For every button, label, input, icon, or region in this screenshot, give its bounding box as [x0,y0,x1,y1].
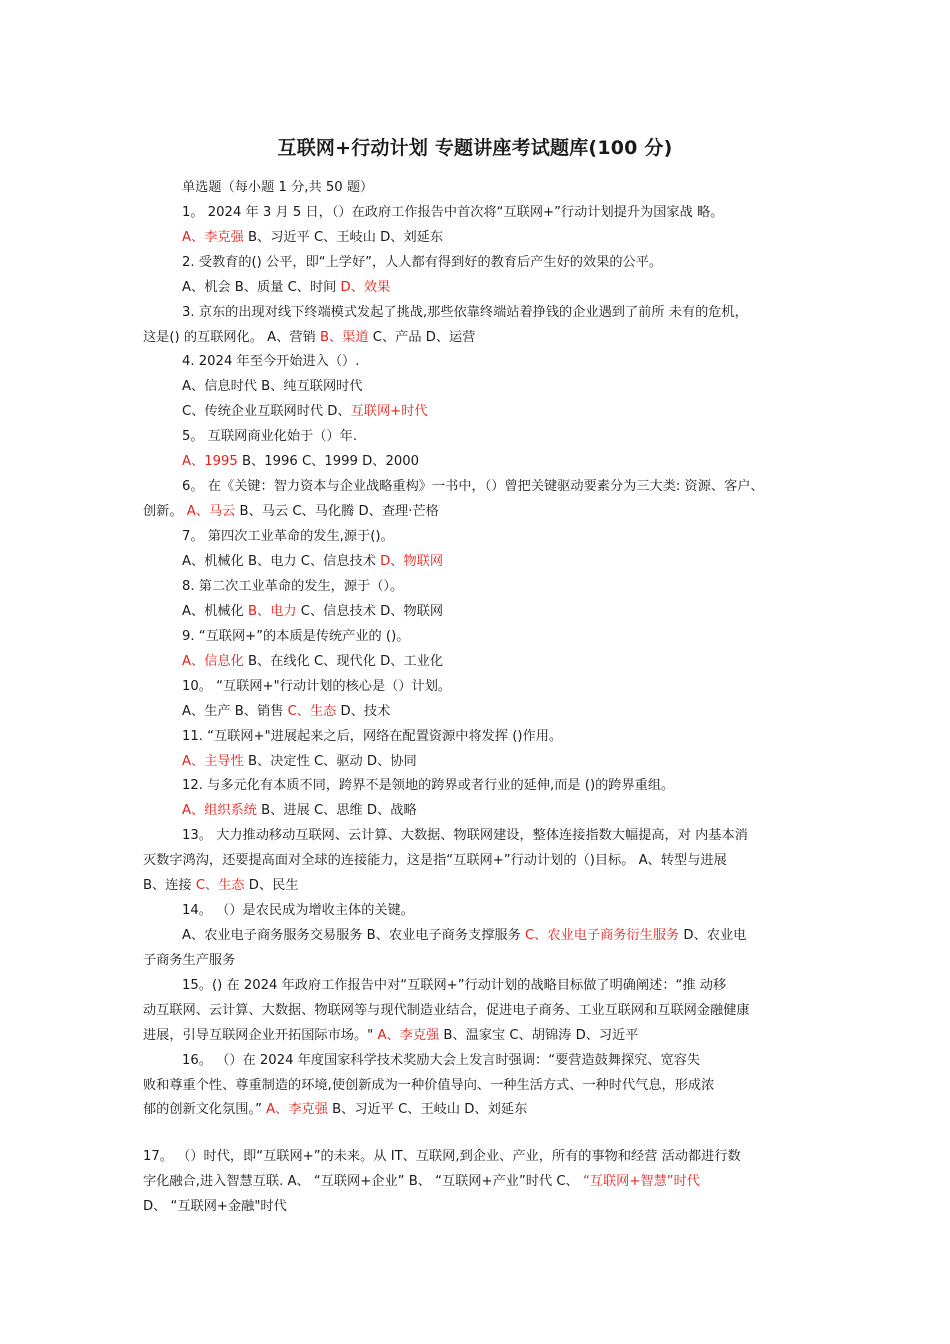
question-16-other-options: B、习近平 C、王岐山 D、刘延东 [327,1102,528,1117]
section-heading: 单选题（每小题 1 分,共 50 题） [182,180,374,195]
question-7-other-options: A、机械化 B、电力 C、信息技术 [182,554,381,569]
question-14-stem: 14。 （）是农民成为增收主体的关键。 [182,903,414,918]
question-12-other-options: B、进展 C、思维 D、战略 [256,803,417,818]
question-16-answer: A、李克强 [266,1102,328,1117]
question-9-stem: 9. “互联网+”的本质是传统产业的 ()。 [182,629,410,644]
question-4-options-2 [182,403,428,421]
question-1-options [182,229,443,247]
question-5-options [182,453,419,471]
question-6-other-options: B、马云 C、马化腾 D、查理·芒格 [235,504,439,519]
document-title: 互联网+行动计划 专题讲座考试题库(100 分) [277,137,673,159]
question-6-stem: 6。 在《关键：智力资本与企业战略重构》一书中，（）曾把关键驱动要素分为三大类: 资源、客户、 [182,479,764,494]
question-5-answer: A、1995 [182,454,238,469]
question-11-answer: A、主导性 [182,754,244,769]
question-5-other-options: B、1996 C、1999 D、2000 [237,454,420,469]
question-10-stem: 10。 “互联网+"行动计划的核心是（）计划。 [182,679,452,694]
question-17-stem-1: 17。 （）时代，即“互联网+”的未来。从 IT、互联网,到企业、产业，所有的事物和经营 活动都进行数 [143,1149,741,1164]
question-16-stem-1: 16。 （）在 2024 年度国家科学技术奖励大会上发言时强调：“要营造鼓舞探究、宽容失 [182,1053,701,1068]
question-10-option-ab: A、生产 B、销售 [182,704,288,719]
question-15-stem-1: 15。() 在 2024 年政府工作报告中对“互联网+”行动计划的战略目标做了明确阐述：“推 动移 [182,978,727,993]
question-13-answer: C、生态 [195,878,245,893]
question-3-stem: 3. 京东的出现对线下终端模式发起了挑战,那些依靠终端站着挣钱的企业遇到了前所 未有的危机， [182,305,748,320]
question-3-options [143,329,475,347]
question-7-stem: 7。 第四次工业革命的发生,源于()。 [182,529,394,544]
question-14-other-options: D、农业电 [679,928,747,943]
question-15-options [143,1027,638,1045]
question-10-other-options: D、技术 [336,704,391,719]
question-14-options [182,927,746,945]
question-6-answer: A、马云 [186,504,236,519]
question-13-options [143,877,299,895]
question-10-answer: C、生态 [287,704,337,719]
question-1-other-options: B、习近平 C、王岐山 D、刘延东 [243,230,444,245]
question-10-options [182,703,390,721]
question-8-stem: 8. 第二次工业革命的发生，源于（）。 [182,579,404,594]
question-6-stem-end: 创新。 [143,504,187,519]
question-16-stem-end: 郁的创新文化氛围。” [143,1102,267,1117]
question-2-stem: 2. 受教育的() 公平，即“上学好”，人人都有得到好的教育后产生好的效果的公平。 [182,255,663,270]
question-1-answer: A、李克强 [182,230,244,245]
question-15-answer: A、李克强 [377,1028,440,1043]
question-11-other-options: B、决定性 C、驱动 D、协同 [243,754,417,769]
question-5-stem: 5。 互联网商业化始于（）年. [182,429,358,444]
question-4-options-1: A、信息时代 B、纯互联网时代 [182,379,363,394]
question-12-options [182,802,417,820]
question-4-answer: 互联网+时代 [350,404,428,419]
question-8-answer: B、电力 [247,604,297,619]
question-17-answer: “互联网+智慧”时代 [582,1174,700,1189]
question-2-other-options: A、机会 B、质量 C、时间 [182,280,341,295]
question-17-options [143,1173,700,1191]
question-12-answer: A、组织系统 [182,803,257,818]
question-1-stem: 1。 2024 年 3 月 5 日，（）在政府工作报告中首次将“互联网+”行动计划提升为国家战 略。 [182,205,724,220]
question-13-stem-2: 灭数字鸿沟，还要提高面对全球的连接能力，这是指“互联网+”行动计划的（)目标。 A、转型与进展 [143,853,727,868]
question-15-stem-2: 动互联网、云计算、大数据、物联网等与现代制造业结合，促进电子商务、工业互联网和互联网金融健康 [143,1003,750,1018]
question-13-other-options: D、民生 [244,878,299,893]
question-2-options [182,279,390,297]
question-3-stem-end: 这是() 的互联网化。 A、营销 [143,330,320,345]
question-3-other-options: C、产品 D、运营 [368,330,476,345]
question-7-options [182,553,443,571]
question-9-options [182,653,443,671]
question-8-options [182,603,443,621]
question-14-answer: C、农业电子商务衍生服务 [524,928,680,943]
question-7-answer: D、物联网 [380,554,444,569]
question-2-answer: D、效果 [340,280,391,295]
question-4-stem: 4. 2024 年至今开始进入（）. [182,354,360,369]
question-14-option-ab: A、农业电子商务服务交易服务 B、农业电子商务支撑服务 [182,928,525,943]
question-4-other-options: C、传统企业互联网时代 D、 [182,404,351,419]
question-16-stem-2: 败和尊重个性、尊重制造的环境,使创新成为一种价值导向、一种生活方式、一种时代气息，形成浓 [143,1078,715,1093]
question-13-option-b: B、连接 [143,878,196,893]
question-15-stem-end: 进展，引导互联网企业开拓国际市场。" [143,1028,378,1043]
question-9-answer: A、信息化 [182,654,244,669]
question-11-options [182,753,417,771]
question-15-other-options: B、温家宝 C、胡锦涛 D、习近平 [439,1028,639,1043]
question-16-options [143,1101,527,1119]
question-3-answer: B、渠道 [319,330,369,345]
question-12-stem: 12. 与多元化有本质不同，跨界不是领地的跨界或者行业的延伸,而是 ()的跨界重组。 [182,778,675,793]
question-13-stem-1: 13。 大力推动移动互联网、云计算、大数据、物联网建设，整体连接指数大幅提高，对 内基本消 [182,828,748,843]
question-17-stem-end: 字化融合,进入智慧互联. A、 “互联网+企业” B、 “互联网+产业”时代 C、 [143,1174,583,1189]
question-11-stem: 11. “互联网+"进展起来之后，网络在配置资源中将发挥 ()作用。 [182,729,563,744]
question-6-options [143,503,439,521]
question-14-options-cont: 子商务生产服务 [143,953,236,968]
question-8-option-a: A、机械化 [182,604,248,619]
question-8-other-options: C、信息技术 D、物联网 [296,604,444,619]
question-9-other-options: B、在线化 C、现代化 D、工业化 [243,654,444,669]
question-17-option-d: D、 “互联网+金融"时代 [143,1199,287,1214]
